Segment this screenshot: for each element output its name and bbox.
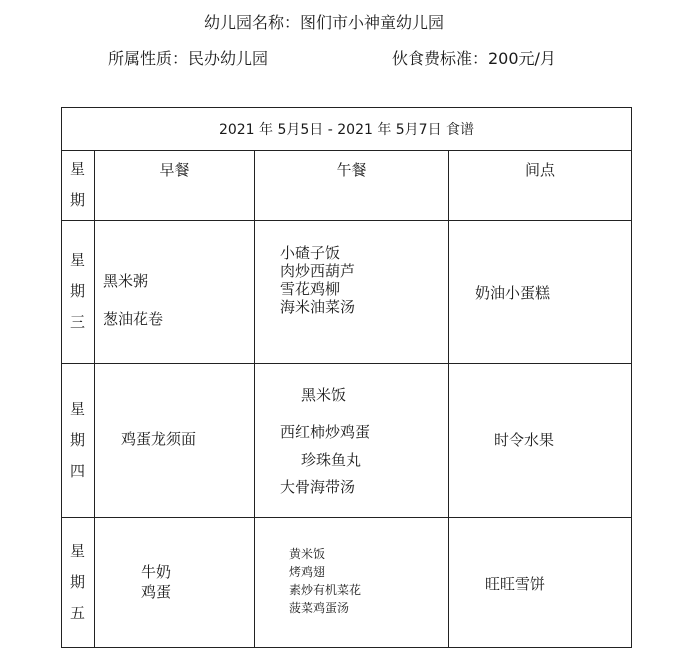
lunch-item: 西红柿炒鸡蛋 bbox=[280, 423, 371, 441]
day-friday bbox=[61, 517, 94, 647]
breakfast-item: 葱油花卷 bbox=[103, 310, 164, 328]
day-char: 五 bbox=[69, 603, 85, 622]
table-divider bbox=[448, 150, 449, 648]
lunch-item: 黄米饭 bbox=[289, 547, 326, 561]
lunch-item: 菠菜鸡蛋汤 bbox=[289, 601, 350, 615]
snack-wednesday: 奶油小蛋糕 bbox=[475, 284, 551, 302]
day-char: 期 bbox=[69, 282, 85, 300]
day-char: 期 bbox=[69, 572, 85, 591]
meal-fee-standard: 伙食费标准：200元/月 bbox=[392, 49, 556, 68]
table-divider bbox=[61, 363, 632, 364]
header-lunch: 午餐 bbox=[336, 161, 367, 179]
ownership-type: 所属性质：民办幼儿园 bbox=[108, 49, 269, 68]
table-border bbox=[631, 107, 632, 648]
table-divider bbox=[94, 150, 95, 648]
day-char: 星 bbox=[69, 251, 85, 269]
lunch-item: 烤鸡翅 bbox=[289, 565, 326, 579]
menu-table bbox=[61, 107, 632, 648]
breakfast-item: 鸡蛋 bbox=[141, 583, 172, 601]
table-divider bbox=[254, 150, 255, 648]
breakfast-item: 牛奶 bbox=[141, 563, 172, 581]
lunch-item: 小碴子饭 bbox=[280, 244, 341, 262]
lunch-item: 海米油菜汤 bbox=[280, 298, 356, 316]
header-day-char: 星 bbox=[69, 160, 85, 178]
lunch-item: 珍珠鱼丸 bbox=[301, 451, 362, 469]
breakfast-thursday: 鸡蛋龙须面 bbox=[121, 430, 197, 448]
lunch-item: 黑米饭 bbox=[301, 386, 347, 404]
kindergarten-name: 幼儿园名称：图们市小神童幼儿园 bbox=[204, 13, 445, 32]
lunch-item: 素炒有机菜花 bbox=[289, 583, 362, 597]
day-thursday bbox=[61, 363, 94, 517]
lunch-item: 雪花鸡柳 bbox=[280, 280, 341, 298]
table-border bbox=[61, 647, 632, 648]
breakfast-item: 黑米粥 bbox=[103, 272, 149, 290]
day-wednesday bbox=[61, 220, 94, 363]
header-day bbox=[61, 150, 94, 220]
day-char: 三 bbox=[69, 313, 85, 331]
header-snack: 间点 bbox=[524, 161, 555, 179]
header-day-char: 期 bbox=[69, 191, 85, 209]
lunch-friday bbox=[289, 545, 361, 617]
breakfast-friday bbox=[141, 562, 171, 602]
day-char: 星 bbox=[69, 399, 85, 418]
header-breakfast: 早餐 bbox=[159, 161, 190, 179]
table-divider bbox=[61, 220, 632, 221]
lunch-wednesday bbox=[280, 244, 355, 316]
table-divider bbox=[61, 517, 632, 518]
day-char: 星 bbox=[69, 541, 85, 560]
lunch-item: 肉炒西葫芦 bbox=[280, 262, 356, 280]
day-char: 期 bbox=[69, 430, 85, 449]
day-char: 四 bbox=[69, 461, 85, 480]
breakfast-wednesday bbox=[103, 262, 163, 338]
snack-friday: 旺旺雪饼 bbox=[485, 575, 546, 593]
lunch-item: 大骨海带汤 bbox=[280, 478, 356, 496]
menu-title: 2021 年 5月5日 - 2021 年 5月7日 食谱 bbox=[218, 121, 475, 138]
snack-thursday: 时令水果 bbox=[494, 431, 555, 449]
